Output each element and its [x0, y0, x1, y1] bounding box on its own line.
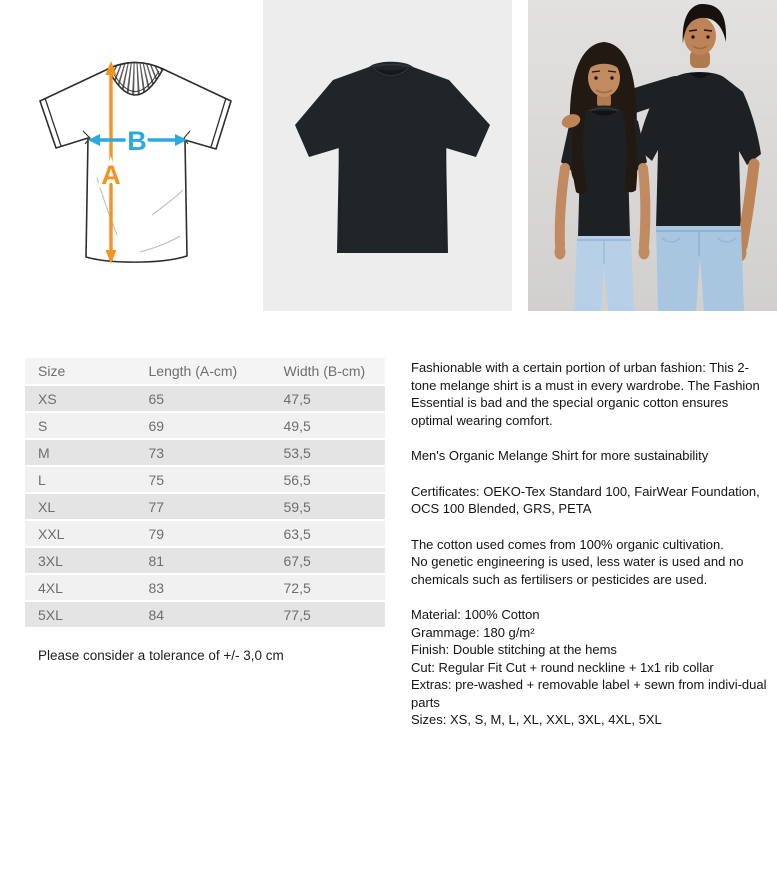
spec-sizes: Sizes: XS, S, M, L, XL, XXL, 3XL, 4XL, 5XL [411, 712, 662, 727]
width-label: B [127, 126, 147, 156]
spec-extras: Extras: pre-washed + removable label + sewn from indivi-dual parts [411, 677, 767, 710]
cotton-line-2: No genetic engineering is used, less water is used and no chemicals such as fertilisers or pesticides are used. [411, 554, 744, 587]
width-cell: 59,5 [284, 493, 385, 520]
length-cell: 69 [149, 412, 284, 439]
table-row [25, 547, 385, 574]
table-row [25, 412, 385, 439]
col-header-width: Width (B-cm) [284, 358, 385, 385]
table-row [25, 385, 385, 412]
width-cell: 53,5 [284, 439, 385, 466]
size-cell: XXL [25, 520, 149, 547]
col-header-size: Size [25, 358, 149, 385]
size-cell: XL [25, 493, 149, 520]
table-header-row [25, 358, 385, 385]
table-row [25, 520, 385, 547]
size-cell: M [25, 439, 149, 466]
table-row [25, 466, 385, 493]
length-cell: 73 [149, 439, 284, 466]
length-cell: 75 [149, 466, 284, 493]
product-description [411, 359, 768, 729]
description-intro: Fashionable with a certain portion of urban fashion: This 2-tone melange shirt is a must in every wardrobe. The Fashion Essential is bad and the special organic cotton ensures optimal wearing comfort. [411, 360, 760, 428]
product-specs [411, 606, 768, 729]
width-cell: 63,5 [284, 520, 385, 547]
width-cell: 47,5 [284, 385, 385, 412]
spec-grammage: Grammage: 180 g/m² [411, 624, 535, 640]
black-tshirt-flatlay [263, 0, 512, 311]
length-label: A [101, 160, 121, 190]
size-cell: 4XL [25, 574, 149, 601]
product-photo-flat[interactable] [263, 0, 512, 311]
size-cell: S [25, 412, 149, 439]
cotton-line-1: The cotton used comes from 100% organic cultivation. [411, 536, 724, 552]
length-cell: 79 [149, 520, 284, 547]
description-cotton [411, 536, 768, 589]
size-cell: XS [25, 385, 149, 412]
length-cell: 77 [149, 493, 284, 520]
length-cell: 83 [149, 574, 284, 601]
description-sustainability: Men's Organic Melange Shirt for more sustainability [411, 448, 709, 463]
width-cell: 72,5 [284, 574, 385, 601]
size-cell: 3XL [25, 547, 149, 574]
tolerance-note: Please consider a tolerance of +/- 3,0 cm [38, 648, 284, 663]
description-certificates: Certificates: OEKO-Tex Standard 100, FairWear Foundation, OCS 100 Blended, GRS, PETA [411, 483, 760, 516]
table-row [25, 439, 385, 466]
width-cell: 67,5 [284, 547, 385, 574]
size-chart [25, 358, 385, 629]
spec-material: Material: 100% Cotton [411, 607, 540, 622]
table-row [25, 601, 385, 628]
width-cell: 56,5 [284, 466, 385, 493]
table-row [25, 493, 385, 520]
size-cell: 5XL [25, 601, 149, 628]
size-table [25, 358, 385, 629]
models-photo[interactable] [528, 0, 777, 311]
length-cell: 65 [149, 385, 284, 412]
width-cell: 77,5 [284, 601, 385, 628]
table-row [25, 574, 385, 601]
width-cell: 49,5 [284, 412, 385, 439]
spec-cut: Cut: Regular Fit Cut + round neckline + 1x1 rib collar [411, 659, 714, 675]
length-cell: 84 [149, 601, 284, 628]
spec-finish: Finish: Double stitching at the hems [411, 642, 617, 657]
tshirt-outline [40, 63, 231, 263]
size-cell: L [25, 466, 149, 493]
length-cell: 81 [149, 547, 284, 574]
tshirt-measurement-diagram [0, 0, 263, 311]
col-header-length: Length (A-cm) [149, 358, 284, 385]
size-diagram-image[interactable] [0, 0, 263, 311]
models-wearing-tshirts [528, 0, 777, 311]
